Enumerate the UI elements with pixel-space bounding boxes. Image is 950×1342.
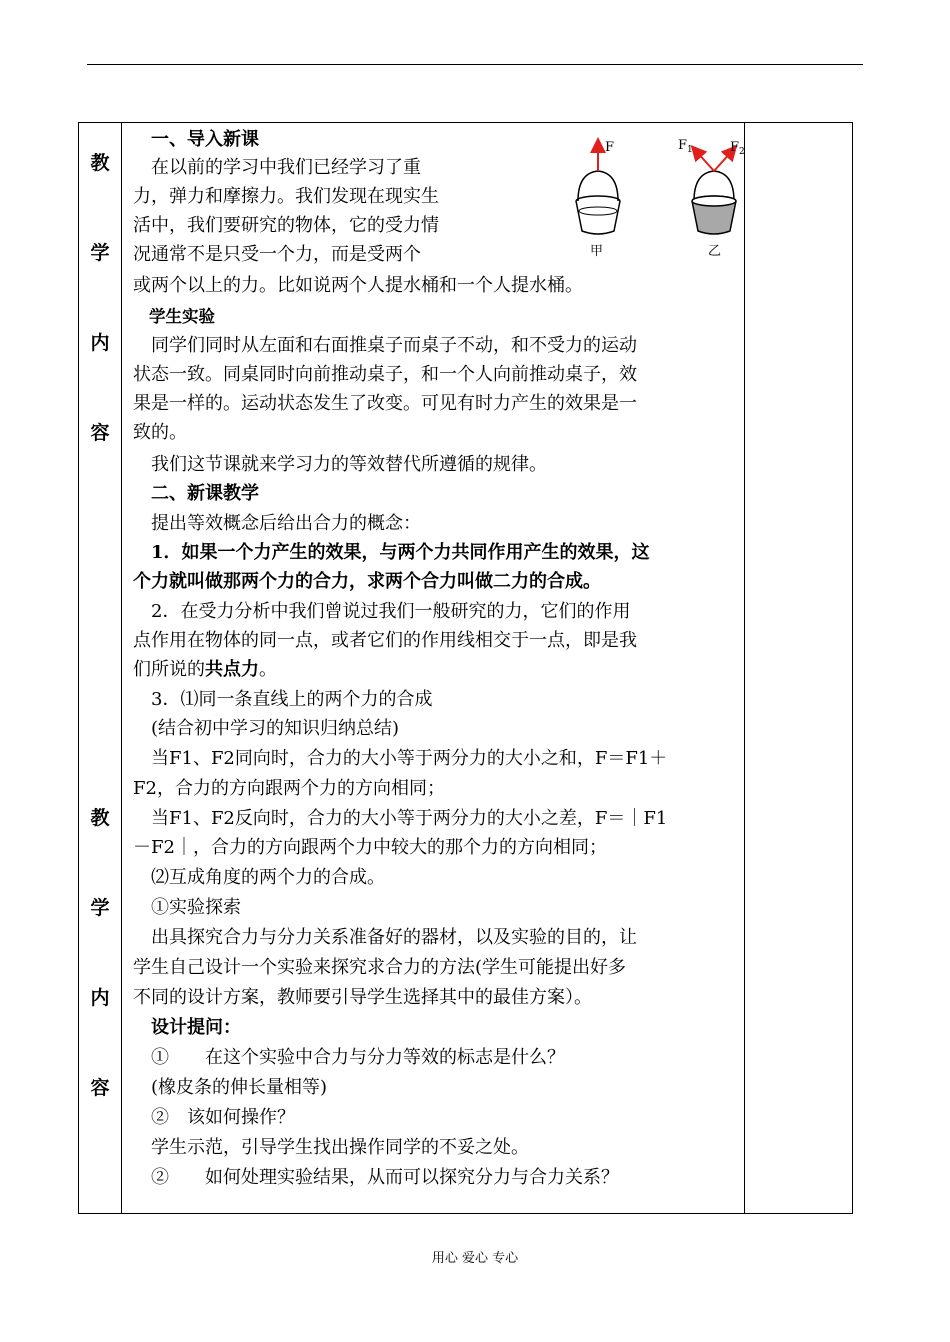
paragraph-line: 3．⑴同一条直线上的两个力的合成	[133, 689, 433, 710]
paragraph-line: 同学们同时从左面和右面推桌子而桌子不动，和不受力的运动	[133, 335, 637, 356]
paragraph-line: F2，合力的方向跟两个力的方向相同；	[133, 778, 445, 799]
paragraph-line: 我们这节课就来学习力的等效替代所遵循的规律。	[133, 454, 547, 475]
question-line: ① 在这个实验中合力与分力等效的标志是什么？	[133, 1047, 565, 1068]
answer-line: (橡皮条的伸长量相等)	[133, 1077, 328, 1098]
side-label: 教	[90, 807, 110, 829]
text-run: 们所说的	[133, 659, 205, 680]
paragraph-line: 活中，我们要研究的物体，它的受力情	[133, 215, 439, 236]
paragraph-line: 出具探究合力与分力关系准备好的器材，以及实验的目的，让	[133, 927, 637, 948]
force-label-f1: $F_1$	[678, 138, 693, 155]
force-arrow-f1	[696, 151, 714, 171]
paragraph-line: 不同的设计方案，教师要引导学生选择其中的最佳方案）。	[133, 987, 592, 1008]
paragraph-line	[133, 658, 277, 682]
side-label: 学	[90, 242, 110, 264]
bucket-force-diagram	[546, 131, 745, 261]
paragraph-line: 况通常不是只受一个力，而是受两个	[133, 244, 421, 265]
section-heading-new-lesson: 二、新课教学	[133, 483, 259, 504]
page-footer: 用心 爱心 专心	[431, 1251, 519, 1266]
section-heading-intro: 一、导入新课	[151, 129, 259, 150]
paragraph-line: 或两个以上的力。比如说两个人提水桶和一个人提水桶。	[133, 275, 583, 296]
paragraph-line: －F2｜，合力的方向跟两个力中较大的那个力的方向相同；	[133, 837, 607, 858]
side-label: 容	[90, 422, 110, 444]
paragraph-line: 在以前的学习中我们已经学习了重	[133, 157, 421, 178]
paragraph-line: 状态一致。同桌同时向前推动桌子，和一个人向前推动桌子，效	[133, 364, 637, 385]
definition-line: 1．如果一个力产生的效果，与两个力共同作用产生的效果，这	[133, 542, 650, 563]
paragraph-line: ⑵互成角度的两个力的合成。	[133, 867, 385, 888]
paragraph-line: 当F1、F2同向时，合力的大小等于两分力的大小之和，F＝F1＋	[133, 748, 668, 769]
paragraph-line: (结合初中学习的知识归纳总结)	[133, 718, 400, 739]
subheading-student-experiment: 学生实验	[149, 307, 215, 326]
subheading-design-questions: 设计提问：	[133, 1017, 241, 1038]
force-label-f2: $F_2$	[730, 140, 745, 157]
paragraph-line: 学生示范，引导学生找出操作同学的不妥之处。	[133, 1137, 529, 1158]
paragraph-line: 致的。	[133, 422, 187, 443]
paragraph-line: 提出等效概念后给出合力的概念：	[133, 513, 421, 534]
side-label: 容	[90, 1077, 110, 1099]
paragraph-line: 学生自己设计一个实验来探究求合力的方法(学生可能提出好多	[133, 957, 627, 978]
side-label: 学	[90, 897, 110, 919]
concurrent-force-term: 共点力	[205, 659, 259, 680]
paragraph-line: 当F1、F2反向时，合力的大小等于两分力的大小之差，F＝｜F1	[133, 808, 668, 829]
paragraph-line: 力，弹力和摩擦力。我们发现在现实生	[133, 186, 439, 207]
caption-jia: 甲	[590, 244, 604, 259]
bucket-right	[692, 171, 736, 234]
question-line: ② 如何处理实验结果，从而可以探究分力与合力关系？	[133, 1167, 619, 1188]
paragraph-line: 2．在受力分析中我们曾说过我们一般研究的力，它们的作用	[133, 601, 631, 622]
paragraph-line: 点作用在物体的同一点，或者它们的作用线相交于一点，即是我	[133, 630, 637, 651]
side-label: 内	[90, 987, 110, 1009]
force-label-f: F	[605, 140, 615, 155]
question-line: ② 该如何操作？	[133, 1107, 295, 1128]
lesson-table	[78, 122, 853, 1214]
header-rule	[87, 64, 863, 65]
lesson-content	[121, 123, 744, 1213]
paragraph-line: ①实验探索	[133, 897, 241, 918]
bucket-left	[576, 171, 620, 234]
paragraph-line: 果是一样的。运动状态发生了改变。可见有时力产生的效果是一	[133, 393, 637, 414]
column-divider-right	[744, 123, 745, 1213]
side-label: 内	[90, 332, 110, 354]
side-label: 教	[90, 152, 110, 174]
definition-line: 个力就叫做那两个力的合力，求两个合力叫做二力的合成。	[133, 571, 601, 592]
caption-yi: 乙	[708, 244, 722, 259]
text-run: 。	[259, 659, 277, 680]
